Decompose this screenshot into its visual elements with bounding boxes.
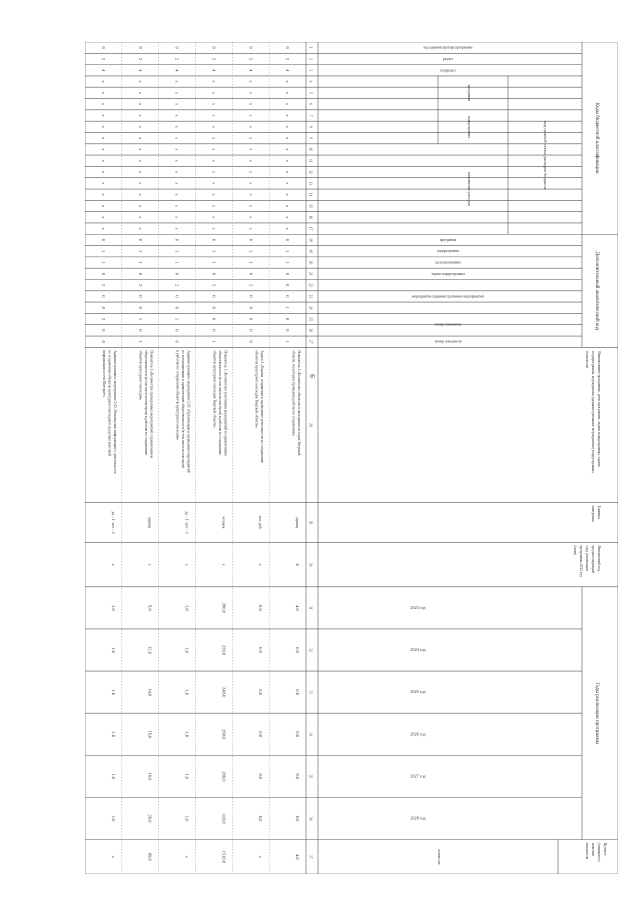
code-cell-x: х — [248, 148, 254, 151]
code-cell: 0 — [211, 295, 217, 298]
code-cell-x: х — [174, 216, 180, 219]
row-year-3-1: 1,0 — [184, 647, 190, 653]
code-cell-x: х — [100, 103, 106, 106]
code-cell-x: х — [100, 148, 106, 151]
col-number-15: 15 — [308, 204, 313, 208]
code-cell-x: х — [100, 216, 106, 219]
code-cell: 2 — [100, 283, 106, 287]
row-fin-year-1: х — [258, 563, 264, 566]
code-cell-x: х — [248, 80, 254, 83]
row-year-0-5: 0,0 — [295, 815, 300, 822]
row-name-2: Показатель 1 «Количество участников мероприятий по привлечениюобщественности (в том числе волонтеров) к работам по сохранениюобъектов культурного наследия Тверской области» — [212, 350, 228, 457]
code-cell: 0 — [100, 46, 106, 49]
code-cell-x: х — [174, 148, 180, 151]
code-cell-x: х — [174, 182, 180, 185]
code-cell-x: х — [211, 182, 217, 185]
row-year-1-0: 0,0 — [258, 605, 264, 611]
extra-col-header-3: задача подпрограммы — [431, 271, 465, 276]
code-cell-x: х — [211, 159, 217, 162]
row-year-5-0: 1,0 — [110, 605, 116, 611]
row-year-4-1: 12,0 — [147, 646, 153, 655]
col-number-17: 17 — [308, 226, 313, 231]
code-cell-x: х — [174, 103, 180, 106]
code-cell: 1 — [174, 261, 180, 264]
col-number-14: 14 — [308, 192, 313, 197]
code-cell: 0 — [211, 306, 217, 309]
code-cell: 0 — [100, 272, 106, 275]
code-cell: 0 — [285, 283, 291, 287]
code-cell: 0 — [211, 46, 217, 49]
row-name-3: Административное мероприятие 2.01 «Организация и проведение мероприятийпо популяризации и привлечению общественности (в том числе волонтеров)к работам по сохранению объектов культурного наследия» — [175, 350, 191, 473]
code-cell-x: х — [137, 148, 143, 151]
code-cell: 1 — [285, 261, 291, 264]
code-cell: 2 — [174, 283, 180, 287]
row-unit-4: единиц — [147, 516, 152, 529]
code-cell-x: х — [174, 193, 180, 196]
row-year-5-5: 1,0 — [110, 815, 116, 822]
code-cell-x: х — [285, 136, 291, 140]
code-cell: 0 — [137, 329, 143, 332]
extra-col-header-6: номер показателя — [434, 339, 462, 344]
row-year-4-0: 9,0 — [147, 605, 153, 611]
code-cell: 1 — [137, 250, 143, 253]
year-header-4: 2027 год — [410, 773, 426, 779]
code-cell-x: х — [100, 227, 106, 230]
program-header: программа — [467, 84, 471, 102]
code-cell: 1 — [211, 340, 217, 343]
code-cell-x: х — [174, 80, 180, 83]
year-header-0: 2023 год — [410, 604, 426, 610]
col-number-7: 7 — [308, 114, 313, 117]
row-year-0-3: 0,0 — [295, 731, 300, 738]
code-cell: 2 — [248, 283, 254, 287]
row-year-4-2: 14,0 — [147, 688, 153, 697]
code-cell-x: х — [248, 136, 254, 140]
row-name-1: Задача 2 «Охрана, сохранение и проведение деятельности по сохранениюобъектов культурного наследия Тверской области» — [254, 350, 265, 464]
row-year-3-4: 1,0 — [184, 773, 190, 780]
code-cell-x: х — [248, 114, 254, 117]
page-number: 6 — [307, 374, 316, 378]
col-number-13: 13 — [308, 181, 313, 186]
row-year-3-3: 1,0 — [184, 731, 190, 738]
code-cell-x: х — [248, 159, 254, 162]
extra-code-header: Дополнительный аналитический код — [594, 251, 599, 330]
year-header-5: 2028 год — [410, 815, 426, 821]
code-cell: 0 — [174, 272, 180, 275]
code-cell-x: х — [211, 91, 217, 95]
code-cell-x: х — [211, 114, 217, 117]
row-year-4-4: 18,0 — [147, 772, 153, 781]
row-unit-0: единиц — [295, 516, 299, 529]
code-cell-x: х — [285, 227, 291, 230]
code-cell-x: х — [100, 159, 106, 162]
row-year-4-3: 16,0 — [147, 730, 153, 739]
code-cell: 1 — [137, 317, 143, 321]
code-cell: 2 — [137, 57, 143, 61]
code-cell-x: х — [285, 91, 291, 95]
code-cell: 1 — [211, 250, 217, 253]
code-cell-x: х — [285, 80, 291, 83]
code-cell: 4 — [248, 69, 254, 72]
col-number-22: 22 — [308, 283, 313, 287]
row-name-5: Административное мероприятие 2.02 «Размещение информации о деятельностипо сохранению объектов культурного наследия в средствах массовойинформации и сети Интернет» — [101, 350, 117, 474]
code-cell: 1 — [100, 250, 106, 253]
row-year-3-0: 1,0 — [184, 605, 190, 611]
code-cell: 0 — [285, 329, 291, 332]
row-target-4: 89,0 — [147, 852, 153, 861]
code-cell: 0 — [285, 272, 291, 275]
code-cell-x: х — [211, 216, 217, 219]
code-cell: 0 — [248, 306, 254, 309]
code-cell-x: х — [137, 114, 143, 117]
code-cell-x: х — [211, 170, 217, 174]
code-cell-x: х — [137, 125, 143, 128]
row-year-3-2: 1,0 — [184, 689, 190, 696]
code-cell-x: х — [285, 159, 291, 162]
col-number-23: 23 — [308, 294, 313, 299]
code-cell: 0 — [100, 238, 106, 242]
code-cell-x: х — [137, 227, 143, 230]
code-cell: 0 — [211, 329, 217, 332]
row-year-1-3: 0,0 — [258, 731, 264, 738]
year-header-3: 2026 год — [410, 731, 426, 737]
code-cell-x: х — [211, 227, 217, 230]
row-year-5-1: 1,0 — [110, 647, 116, 653]
code-cell-x: х — [285, 114, 291, 117]
target-sub-header: значение — [437, 848, 442, 865]
code-cell-x: х — [248, 193, 254, 196]
extra-col-header-2: цель программы — [435, 260, 461, 265]
row-name-4: Показатель 1 «Количество проведенных мероприятий с привлечениемобщественности (в том числе волонтеров) к работам по сохранениюобъектов культурного наследия» — [138, 350, 154, 459]
code-cell-x: х — [137, 159, 143, 162]
code-cell-x: х — [248, 170, 254, 174]
col-number-11: 11 — [308, 159, 313, 163]
col-number-36: 36 — [308, 816, 313, 821]
row-year-1-1: 0,0 — [258, 647, 264, 653]
code-cell-x: х — [137, 182, 143, 185]
extra-col-header-4: мероприятие (административное мероприятие) — [411, 294, 485, 299]
row-target-0: 4,0 — [295, 853, 300, 860]
row-fin-year-2: х — [221, 563, 227, 566]
row-year-1-5: 0,0 — [258, 815, 264, 822]
col-number-37: 37 — [308, 855, 313, 859]
code-cell: 0 — [174, 329, 180, 332]
row-year-5-2: 1,0 — [110, 689, 116, 696]
row-year-2-1: 220,0 — [221, 644, 227, 656]
code-cell-x: х — [248, 103, 254, 106]
col-number-29: 29 — [308, 520, 313, 525]
code-cell: 1 — [211, 261, 217, 264]
code-cell: 0 — [285, 238, 291, 242]
col-number-25: 25 — [308, 317, 313, 321]
code-cell: 0 — [248, 340, 254, 343]
code-cell: 0 — [174, 340, 180, 343]
code-cell-x: х — [100, 136, 106, 140]
code-cell: 4 — [137, 69, 143, 72]
code-cell-x: х — [137, 91, 143, 95]
col-number-5: 5 — [308, 91, 313, 94]
code-cell-x: х — [137, 193, 143, 196]
col-number-26: 26 — [308, 328, 313, 333]
code-cell: 0 — [248, 238, 254, 242]
code-cell: 2 — [100, 317, 106, 321]
code-cell-x: х — [285, 204, 291, 208]
row-year-1-2: 0,0 — [258, 689, 264, 696]
code-cell: 1 — [137, 261, 143, 264]
code-cell: 1 — [100, 261, 106, 264]
code-cell: 0 — [211, 272, 217, 275]
program-table — [85, 42, 618, 874]
row-fin-year-0: 8 — [295, 563, 300, 566]
code-cell-x: х — [100, 80, 106, 83]
row-target-2: 1510,0 — [221, 850, 227, 864]
code-cell: 0 — [285, 295, 291, 298]
row-unit-2: человек — [221, 516, 226, 529]
code-cell-x: х — [285, 148, 291, 151]
code-cell: 0 — [248, 295, 254, 298]
row-year-2-2: 240,0 — [221, 686, 227, 698]
col-number-35: 35 — [308, 774, 313, 779]
fin-year-header: Финансовый год,предшествующийгоду реализациипрограммы 2022 год(план) — [573, 545, 601, 577]
code-cell: 2 — [285, 57, 291, 61]
code-cell-x: х — [211, 136, 217, 140]
code-cell-x: х — [174, 114, 180, 117]
target-header: Целевое(суммарное)значениепоказателя — [585, 842, 607, 862]
row-year-0-2: 0,0 — [295, 689, 300, 696]
code-cell: 4 — [285, 69, 291, 72]
code-cell: 0 — [285, 317, 291, 321]
code-cell-x: х — [174, 125, 180, 128]
code-cell-x: х — [248, 91, 254, 95]
extra-col-header-5: номер показателя — [434, 322, 462, 327]
col-number-27: 27 — [308, 339, 313, 344]
col-number-8: 8 — [308, 125, 313, 128]
code-cell-x: х — [211, 80, 217, 83]
code-cell-x: х — [174, 204, 180, 208]
code-cell: 0 — [137, 238, 143, 242]
row-year-2-4: 280,0 — [221, 771, 227, 782]
row-year-2-5: 310,0 — [221, 813, 227, 824]
code-cell: 1 — [248, 250, 254, 253]
code-cell-x: х — [100, 114, 106, 117]
col-number-32: 32 — [308, 648, 313, 652]
col-number-12: 12 — [308, 170, 313, 174]
code-cell: 4 — [174, 69, 180, 72]
row-year-1-4: 0,0 — [258, 773, 264, 780]
code-cell: 1 — [285, 250, 291, 253]
code-cell-x: х — [137, 80, 143, 83]
kcsr-header: код целевой статьи расходов бюджета — [543, 121, 548, 189]
code-cell-x: х — [100, 204, 106, 208]
row-year-5-3: 1,0 — [110, 731, 116, 738]
code-cell-x: х — [100, 125, 106, 128]
code-cell: 0 — [137, 306, 143, 309]
code-cell: 0 — [248, 329, 254, 332]
code-cell: 0 — [248, 46, 254, 49]
code-cell-x: х — [174, 159, 180, 162]
code-cell: 0 — [137, 46, 143, 49]
code-cell: 2 — [137, 283, 143, 287]
code-cell: 2 — [211, 283, 217, 287]
program-years-header: Годы реализации программы — [594, 682, 599, 745]
year-header-2: 2025 год — [410, 689, 426, 695]
code-cell-x: х — [211, 204, 217, 208]
code-cell-x: х — [248, 182, 254, 185]
col-number-16: 16 — [308, 215, 313, 220]
col-number-20: 20 — [308, 260, 313, 265]
code-cell-x: х — [174, 136, 180, 140]
code-cell: 2 — [248, 57, 254, 61]
extra-col-header-1: подпрограмма — [437, 249, 459, 254]
code-cell: 0 — [137, 295, 143, 298]
subprogram-header: подпрограмма — [467, 115, 471, 138]
code-cell-x: х — [137, 204, 143, 208]
col-number-6: 6 — [308, 103, 313, 106]
row-fin-year-5: х — [110, 563, 116, 566]
code-cell: 0 — [100, 340, 106, 343]
code-cell: 0 — [100, 295, 106, 298]
budget-codes-header: Коды бюджетной классификации — [594, 102, 599, 174]
code-cell: 0 — [137, 272, 143, 275]
code-cell-x: х — [211, 148, 217, 151]
col-number-1: 1 — [308, 46, 313, 49]
extra-col-header-0: программа — [439, 237, 457, 242]
code-cell-x: х — [174, 227, 180, 230]
code-cell-x: х — [100, 182, 106, 185]
code-cell: 2 — [174, 57, 180, 61]
code-cell-x: х — [248, 227, 254, 230]
row-unit-1: тыс. руб. — [258, 515, 263, 530]
row-target-5: х — [110, 855, 116, 858]
row-year-0-4: 0,0 — [295, 773, 300, 780]
code-cell-x: х — [100, 193, 106, 196]
col-number-30: 30 — [308, 562, 313, 567]
col-number-10: 10 — [308, 147, 313, 152]
admin-code-header: код администратора программы — [423, 45, 473, 50]
code-cell: 0 — [174, 306, 180, 309]
code-cell: 1 — [285, 306, 291, 309]
row-target-3: х — [184, 855, 190, 858]
row-year-5-4: 1,0 — [110, 773, 116, 780]
code-cell: 0 — [211, 238, 217, 242]
row-fin-year-3: х — [184, 563, 190, 566]
code-cell-x: х — [137, 170, 143, 174]
code-cell: 0 — [100, 329, 106, 332]
code-cell: 2 — [211, 57, 217, 61]
code-cell: 2 — [100, 57, 106, 61]
code-cell: 1 — [248, 261, 254, 264]
row-unit-3: да – 1 / нет – 0 — [184, 511, 189, 534]
col-number-33: 33 — [308, 690, 313, 694]
code-cell-x: х — [137, 136, 143, 140]
col-number-18: 18 — [308, 238, 313, 242]
code-cell-x: х — [211, 193, 217, 196]
code-cell: 0 — [100, 306, 106, 309]
code-cell-x: х — [285, 193, 291, 196]
code-cell-x: х — [211, 103, 217, 106]
razdel-header: раздел — [443, 56, 453, 61]
code-cell: 1 — [137, 340, 143, 343]
code-cell-x: х — [137, 216, 143, 219]
code-cell-x: х — [174, 91, 180, 95]
code-cell-x: х — [285, 125, 291, 128]
col-number-3: 3 — [308, 69, 313, 72]
code-cell: 0 — [174, 46, 180, 49]
code-cell: 0 — [248, 272, 254, 275]
col-number-21: 21 — [308, 272, 313, 276]
code-cell: 0 — [211, 317, 217, 321]
row-unit-5: да – 1 / нет – 0 — [110, 511, 115, 534]
col-number-4: 4 — [308, 80, 313, 83]
row-year-0-1: 0,0 — [295, 647, 300, 653]
row-name-0: Показатель 1 «Количество объектов от выгорания на ходах Тверскойобласти, на которых проведены работы по сохранению» — [291, 350, 301, 456]
col-number-9: 9 — [308, 137, 313, 140]
code-cell-x: х — [100, 170, 106, 174]
col-number-34: 34 — [308, 732, 313, 737]
year-header-1: 2024 год — [410, 647, 426, 653]
podrazdel-header: подраздел — [440, 68, 456, 73]
row-year-0-0: 4,0 — [295, 605, 300, 611]
code-cell-x: х — [137, 103, 143, 106]
rotated-table — [85, 42, 618, 874]
col-number-28: 28 — [308, 423, 313, 427]
code-cell: 0 — [174, 295, 180, 298]
code-cell: 4 — [100, 69, 106, 72]
code-cell-x: х — [285, 182, 291, 185]
direction-header: направление расходов — [467, 172, 471, 206]
code-cell: 1 — [174, 250, 180, 253]
code-cell: 1 — [174, 317, 180, 321]
program-item-name-header: Наименование программы, цели программы, задачи подпрограммы, задачиподпрограммы, мероприятия (административные мероприятия) подпрограммы,показатели — [585, 351, 601, 474]
code-cell-x: х — [285, 216, 291, 219]
code-cell-x: х — [248, 216, 254, 219]
row-year-2-3: 260,0 — [221, 729, 227, 740]
code-cell: 0 — [285, 46, 291, 49]
code-cell-x: х — [248, 125, 254, 128]
unit-header: Единицаизмерения — [591, 505, 601, 522]
code-cell-x: х — [211, 125, 217, 128]
code-cell: 4 — [211, 69, 217, 72]
row-target-1: х — [258, 855, 264, 858]
col-number-24: 24 — [308, 305, 313, 310]
program-table-grid — [85, 42, 618, 874]
code-cell-x: х — [285, 103, 291, 106]
row-fin-year-4: х — [147, 563, 153, 566]
code-cell: 0 — [174, 238, 180, 242]
col-number-31: 31 — [308, 606, 313, 610]
row-year-3-5: 1,0 — [184, 815, 190, 822]
row-year-2-0: 200,0 — [221, 602, 227, 614]
col-number-2: 2 — [308, 58, 313, 60]
code-cell: 0 — [248, 317, 254, 321]
code-cell: 1 — [285, 340, 291, 343]
code-cell-x: х — [100, 91, 106, 95]
row-year-4-5: 20,0 — [147, 814, 153, 823]
code-cell-x: х — [248, 204, 254, 208]
col-number-19: 19 — [308, 249, 313, 254]
code-cell-x: х — [285, 170, 291, 174]
code-cell-x: х — [174, 170, 180, 174]
